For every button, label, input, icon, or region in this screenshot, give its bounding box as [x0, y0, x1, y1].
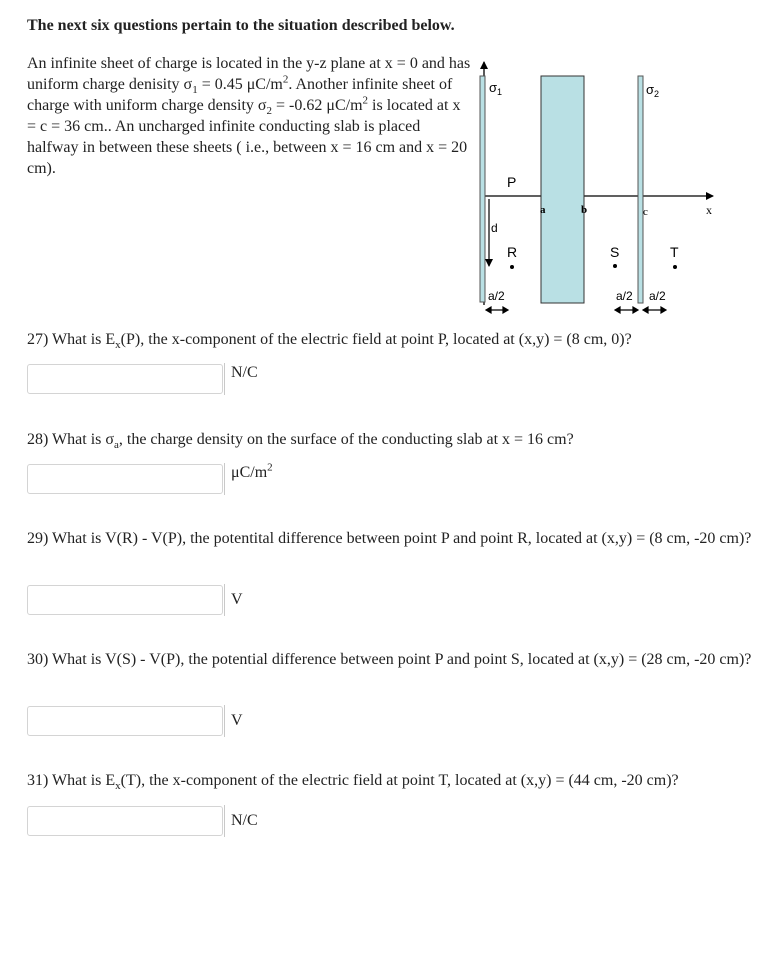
point-P-label: P — [507, 174, 517, 190]
x-axis-label: x — [706, 203, 712, 217]
sheet-sigma2 — [638, 76, 643, 303]
question-text: (T), the x-component of the electric field at point T, located at (x,y) = (44 cm, -20 cm)? — [120, 772, 679, 789]
sheet-sigma1 — [480, 76, 485, 302]
half-a-mid-label: a/2 — [616, 289, 633, 303]
question-28 — [27, 429, 769, 451]
unit-text: N/C — [231, 364, 258, 381]
point-S-dot — [613, 264, 617, 268]
intro-text-part: An infinite sheet of charge is located in the y-z plane at x = 0 and has uniform charge denisity σ — [27, 55, 471, 93]
unit-label-28 — [224, 463, 273, 495]
unit-superscript: 2 — [362, 94, 369, 107]
conducting-slab — [541, 76, 584, 303]
unit-text: μC/m — [231, 464, 268, 481]
question-subscript: x — [115, 780, 121, 793]
unit-text: V — [231, 712, 243, 729]
unit-text: N/C — [231, 812, 258, 829]
unit-label-29 — [224, 584, 243, 616]
slab-edge-b-label: b — [581, 204, 588, 216]
question-31 — [27, 770, 769, 792]
answer-input-27[interactable] — [27, 364, 223, 394]
d-label: d — [491, 221, 498, 235]
point-T-dot — [673, 265, 677, 269]
half-a-right-label: a/2 — [649, 289, 666, 303]
intro-text-part: . Another infinite sheet of charge with uniform charge density σ — [27, 76, 453, 114]
unit-superscript: 2 — [282, 73, 289, 86]
unit-label-30 — [224, 705, 243, 737]
half-a-left-arrow — [486, 307, 508, 313]
intro-text-part: = -0.62 μC/m — [272, 97, 363, 114]
question-text: 31) What is E — [27, 772, 116, 789]
slab-edge-a-label: a — [540, 204, 546, 216]
question-text: 28) What is σ — [27, 431, 114, 448]
question-text: 29) What is V(R) - V(P), the potentital difference between point P and point R, located at (x,y) = (8 cm, -20 cm)? — [27, 530, 752, 547]
half-a-right-arrow — [643, 307, 666, 313]
sigma1-label: $\sigma_1$ — [489, 80, 503, 97]
unit-text: V — [231, 591, 243, 608]
half-a-left-label: a/2 — [488, 289, 505, 303]
question-text: 27) What is E — [27, 331, 116, 348]
point-S-label: S — [610, 244, 620, 260]
point-T-label: T — [670, 244, 679, 260]
half-a-mid-arrow — [615, 307, 638, 313]
question-subscript: a — [113, 439, 119, 452]
point-R-label: R — [507, 244, 518, 260]
sheet2-c-label: c — [643, 206, 648, 218]
answer-input-31[interactable] — [27, 806, 223, 836]
question-30 — [27, 649, 769, 671]
intro-text-part: = 0.45 μC/m — [197, 76, 283, 93]
question-text: , the charge density on the surface of the conducting slab at x = 16 cm? — [118, 431, 574, 448]
answer-input-29[interactable] — [27, 585, 223, 615]
unit-label-31 — [224, 805, 258, 837]
point-R-dot — [510, 265, 514, 269]
question-27 — [27, 329, 769, 351]
unit-superscript: 2 — [267, 461, 273, 474]
sigma2-label: $\sigma_2$ — [646, 82, 660, 99]
intro-paragraph — [27, 53, 473, 179]
question-subscript: x — [115, 339, 121, 352]
answer-input-30[interactable] — [27, 706, 223, 736]
question-text: (P), the x-component of the electric field at point P, located at (x,y) = (8 cm, 0)? — [120, 331, 632, 348]
charge-sheet-diagram — [474, 52, 724, 318]
sigma2-subscript: 2 — [266, 105, 273, 118]
intro-text-part: is located at x = c = 36 cm.. An uncharged infinite conducting slab is placed halfway in between these sheets ( i.e., between x = 16 cm and x = 20 cm). — [27, 97, 468, 177]
answer-input-28[interactable] — [27, 464, 223, 494]
intro-heading: The next six questions pertain to the situation described below. — [27, 17, 455, 34]
question-text: 30) What is V(S) - V(P), the potential difference between point P and point S, located at (x,y) = (28 cm, -20 cm)? — [27, 651, 752, 668]
unit-label-27 — [224, 363, 258, 395]
sigma1-subscript: 1 — [192, 84, 198, 97]
question-29 — [27, 528, 769, 550]
